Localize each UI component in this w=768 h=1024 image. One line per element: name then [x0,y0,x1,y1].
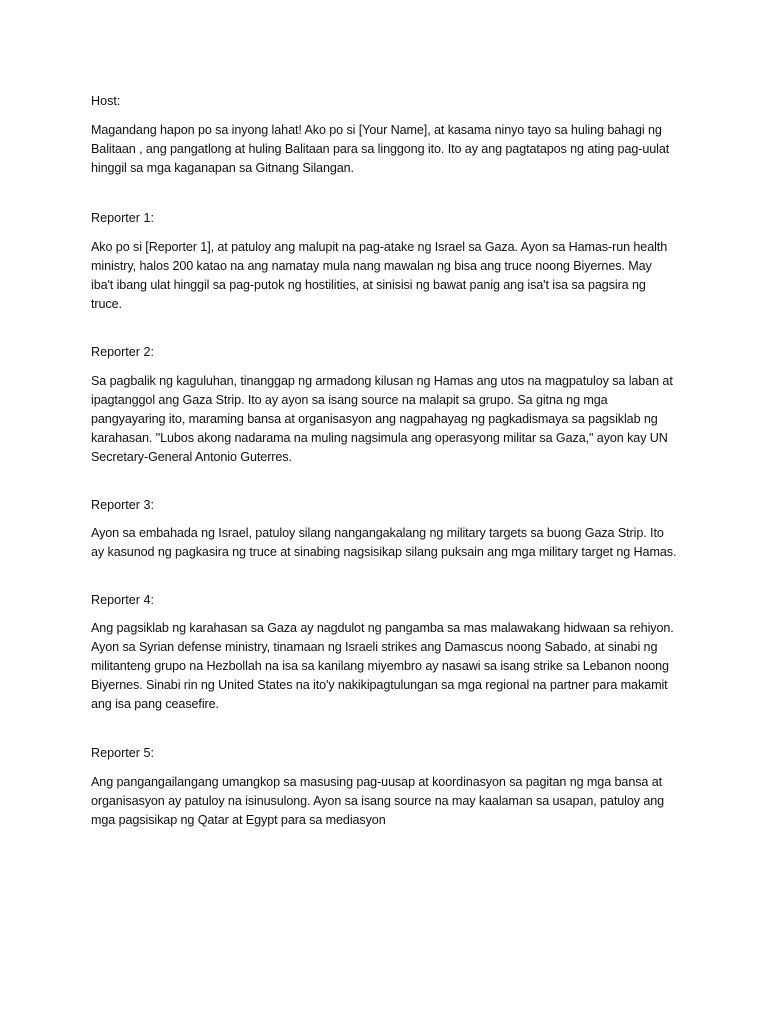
paragraph [91,773,691,830]
speaker-label: Reporter 3: [91,498,154,512]
text-line: truce. [91,297,122,311]
reporter-1-section [91,209,691,314]
text-line: Ang pangangailangang umangkop sa masusing pag-uusap at koordinasyon sa pagitan ng mga bansa at [91,775,663,789]
document-page [91,92,691,830]
speaker-label: Reporter 5: [91,746,154,760]
text-line: ministry, halos 200 katao na ang namatay mula nang mawalan ng bisa ang truce noong Biyernes. May [91,259,652,273]
reporter-4-section [91,591,691,714]
text-line: ipagtanggol ang Gaza Strip. Ito ay ayon sa isang source na malapit sa grupo. Sa gitna ng mga [91,393,608,407]
text-line: Sa pagbalik ng kaguluhan, tinanggap ng armadong kilusan ng Hamas ang utos na magpatuloy sa laban at [91,374,673,388]
text-line: Biyernes. Sinabi rin ng United States na ito'y nakikipagtulungan sa mga regional na partner para makamit [91,678,668,692]
text-line: hinggil sa mga kaganapan sa Gitnang Silangan. [91,161,354,175]
text-line: Ang pagsiklab ng karahasan sa Gaza ay nagdulot ng pangamba sa mas malawakang hidwaan sa rehiyon. [91,621,674,635]
reporter-2-section [91,343,691,467]
text-line: karahasan. "Lubos akong nadarama na muling nagsimula ang operasyong militar sa Gaza," ayon kay UN [91,431,668,445]
text-line: Ayon sa Syrian defense ministry, tinamaan ng Israeli strikes ang Damascus noong Sabado, at sinabi ng [91,640,658,654]
text-line: mga pagsisikap ng Qatar at Egypt para sa mediasyon [91,813,386,827]
text-line: iba't ibang ulat hinggil sa pag-putok ng hostilities, at sinisisi ng bawat panig ang isa't isa sa pagsira ng [91,278,646,292]
speaker-label: Reporter 2: [91,345,154,359]
text-line: Secretary-General Antonio Guterres. [91,450,292,464]
text-line: Balitaan , ang pangatlong at huling Balitaan para sa linggong ito. Ito ay ang pagtatapos ng ating pag-uulat [91,142,670,156]
speaker-label: Host: [91,94,121,108]
text-line: militanteng grupo na Hezbollah na isa sa kanilang miyembro ay nasawi sa isang strike sa Lebanon noong [91,659,669,673]
paragraph [91,121,691,178]
text-line: organisasyon ay patuloy na isinusulong. Ayon sa isang source na may kaalaman sa usapan, patuloy ang [91,794,665,808]
paragraph [91,619,691,714]
speaker-label: Reporter 1: [91,211,154,225]
text-line: ay kasunod ng pagkasira ng truce at sinabing nagsisikap silang puksain ang mga military target ng Hamas. [91,545,677,559]
paragraph [91,524,691,562]
paragraph [91,238,691,314]
text-line: Ayon sa embahada ng Israel, patuloy silang nangangakalang ng military targets sa buong Gaza Strip. Ito [91,526,664,540]
host-section [91,92,691,178]
text-line: ang isa pang ceasefire. [91,697,219,711]
paragraph [91,372,691,467]
speaker-label: Reporter 4: [91,593,154,607]
text-line: Ako po si [Reporter 1], at patuloy ang malupit na pag-atake ng Israel sa Gaza. Ayon sa Hamas-run health [91,240,668,254]
text-line: pangyayaring ito, maraming bansa at organisasyon ang nagpahayag ng pagkadismaya sa pagsiklab ng [91,412,658,426]
text-line: Magandang hapon po sa inyong lahat! Ako po si [Your Name], at kasama ninyo tayo sa huling bahagi ng [91,123,662,137]
reporter-3-section [91,496,691,562]
reporter-5-section [91,744,691,830]
